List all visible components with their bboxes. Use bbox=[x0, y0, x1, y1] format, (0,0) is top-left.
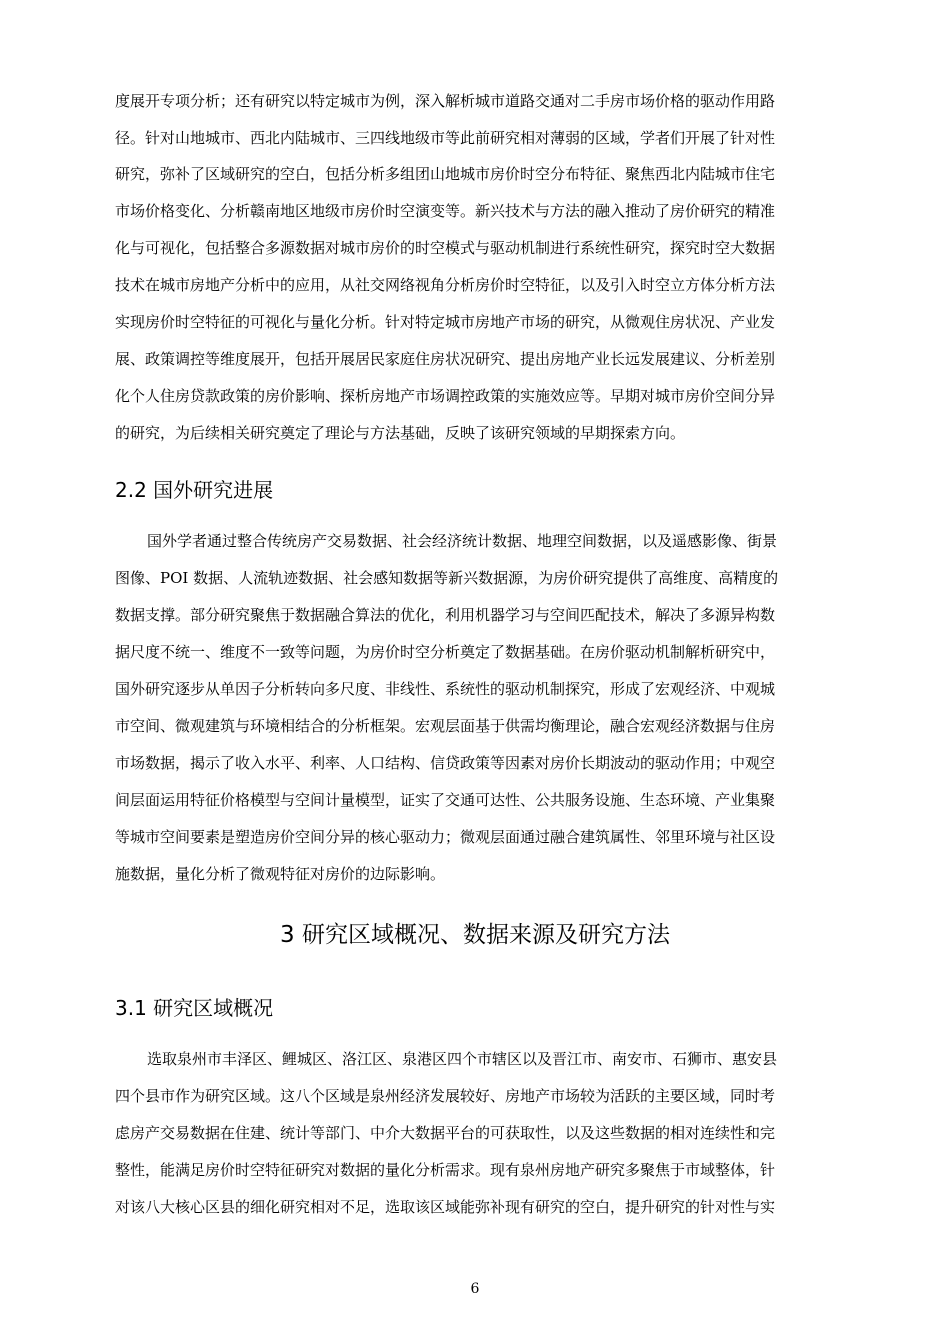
text-line: 据尺度不统一、维度不一致等问题，为房价时空分析奠定了数据基础。在房价驱动机制解析研究中， bbox=[115, 643, 776, 661]
text-line: 市场价格变化、分析赣南地区地级市房价时空演变等。新兴技术与方法的融入推动了房价研究的精准 bbox=[115, 202, 776, 220]
text-line: 研究，弥补了区域研究的空白，包括分析多组团山地城市房价时空分布特征、聚焦西北内陆城市住宅 bbox=[115, 165, 776, 183]
text-line: 数据支撑。部分研究聚焦于数据融合算法的优化，利用机器学习与空间匹配技术，解决了多源异构数 bbox=[115, 606, 776, 624]
section-heading-3-1: 3.1 研究区域概况 bbox=[115, 996, 274, 1020]
text-line: 化个人住房贷款政策的房价影响、探析房地产市场调控政策的实施效应等。早期对城市房价空间分异 bbox=[115, 387, 776, 405]
text-line: 实现房价时空特征的可视化与量化分析。针对特定城市房地产市场的研究，从微观住房状况、产业发 bbox=[115, 313, 776, 331]
text-line: 市空间、微观建筑与环境相结合的分析框架。宏观层面基于供需均衡理论，融合宏观经济数据与住房 bbox=[115, 717, 776, 735]
text-line: 的研究，为后续相关研究奠定了理论与方法基础，反映了该研究领域的早期探索方向。 bbox=[115, 424, 686, 442]
text-line: 选取泉州市丰泽区、鲤城区、洛江区、泉港区四个市辖区以及晋江市、南安市、石狮市、惠安县 bbox=[147, 1050, 778, 1068]
text-line: 技术在城市房地产分析中的应用，从社交网络视角分析房价时空特征，以及引入时空立方体分析方法 bbox=[115, 276, 776, 294]
text-line: 国外学者通过整合传统房产交易数据、社会经济统计数据、地理空间数据，以及遥感影像、街景 bbox=[147, 532, 778, 550]
text-line: 整性，能满足房价时空特征研究对数据的量化分析需求。现有泉州房地产研究多聚焦于市域整体，针 bbox=[115, 1161, 776, 1179]
text-line: 径。针对山地城市、西北内陆城市、三四线地级市等此前研究相对薄弱的区域，学者们开展了针对性 bbox=[115, 129, 776, 147]
text-line: 四个县市作为研究区域。这八个区域是泉州经济发展较好、房地产市场较为活跃的主要区域，同时考 bbox=[115, 1087, 776, 1105]
text-line: 市场数据，揭示了收入水平、利率、人口结构、信贷政策等因素对房价长期波动的驱动作用；中观空 bbox=[115, 754, 776, 772]
text-line: 施数据，量化分析了微观特征对房价的边际影响。 bbox=[115, 865, 446, 883]
text-line: 间层面运用特征价格模型与空间计量模型，证实了交通可达性、公共服务设施、生态环境、产业集聚 bbox=[115, 791, 776, 809]
text-line: 国外研究逐步从单因子分析转向多尺度、非线性、系统性的驱动机制探究，形成了宏观经济、中观城 bbox=[115, 680, 776, 698]
section-heading-2-2: 2.2 国外研究进展 bbox=[115, 478, 274, 502]
text-line: 对该八大核心区县的细化研究相对不足，选取该区域能弥补现有研究的空白，提升研究的针对性与实 bbox=[115, 1198, 776, 1216]
chapter-heading-3: 3 研究区域概况、数据来源及研究方法 bbox=[280, 922, 670, 948]
text-line: 度展开专项分析；还有研究以特定城市为例，深入解析城市道路交通对二手房市场价格的驱动作用路 bbox=[115, 92, 776, 110]
text-line: 图像、POI 数据、人流轨迹数据、社会感知数据等新兴数据源，为房价研究提供了高维度、高精度的 bbox=[115, 569, 779, 587]
page-number: 6 bbox=[470, 1281, 480, 1297]
text-line: 虑房产交易数据在住建、统计等部门、中介大数据平台的可获取性，以及这些数据的相对连续性和完 bbox=[115, 1124, 776, 1142]
text-line: 化与可视化，包括整合多源数据对城市房价的时空模式与驱动机制进行系统性研究，探究时空大数据 bbox=[115, 239, 776, 257]
text-line: 等城市空间要素是塑造房价空间分异的核心驱动力；微观层面通过融合建筑属性、邻里环境与社区设 bbox=[115, 828, 776, 846]
text-line: 展、政策调控等维度展开，包括开展居民家庭住房状况研究、提出房地产业长远发展建议、分析差别 bbox=[115, 350, 776, 368]
